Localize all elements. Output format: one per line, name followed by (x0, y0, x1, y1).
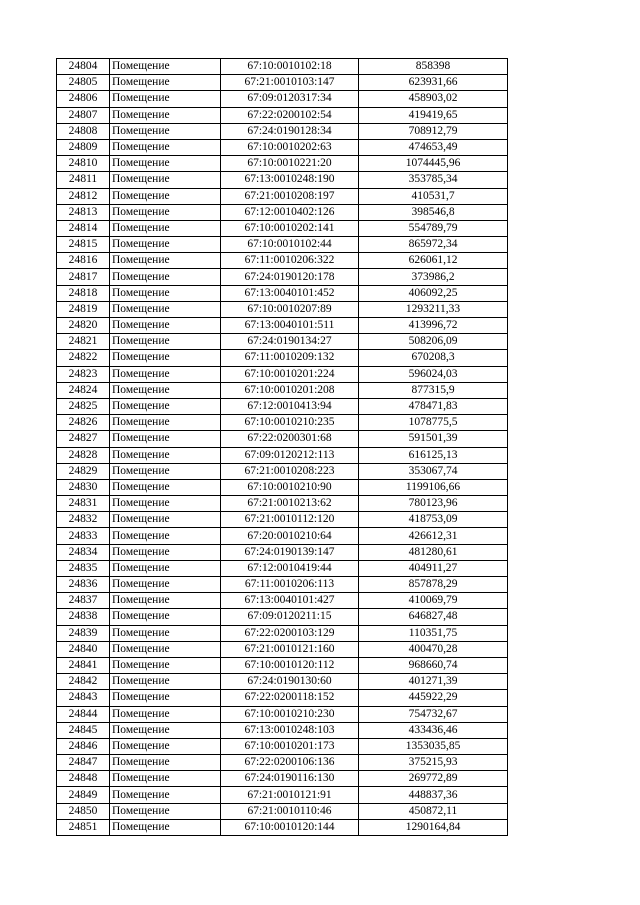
object-type-cell: Помещение (110, 787, 221, 803)
row-number-cell: 24808 (57, 123, 110, 139)
row-number-cell: 24847 (57, 755, 110, 771)
table-row (57, 577, 508, 593)
cadastral-number-cell: 67:13:0010248:103 (221, 722, 359, 738)
table-row (57, 641, 508, 657)
cadastral-value-cell: 1293211,33 (359, 301, 508, 317)
cadastral-number-cell: 67:09:0120211:15 (221, 609, 359, 625)
row-number-cell: 24813 (57, 204, 110, 220)
table-row (57, 674, 508, 690)
object-type-cell: Помещение (110, 479, 221, 495)
object-type-cell: Помещение (110, 285, 221, 301)
row-number-cell: 24839 (57, 625, 110, 641)
object-type-cell: Помещение (110, 188, 221, 204)
cadastral-value-cell: 554789,79 (359, 220, 508, 236)
table-row (57, 123, 508, 139)
object-type-cell: Помещение (110, 139, 221, 155)
table-row (57, 334, 508, 350)
table-body (57, 59, 508, 836)
table-row (57, 447, 508, 463)
table-row (57, 609, 508, 625)
cadastral-value-cell: 708912,79 (359, 123, 508, 139)
object-type-cell: Помещение (110, 512, 221, 528)
object-type-cell: Помещение (110, 803, 221, 819)
cadastral-number-cell: 67:24:0190116:130 (221, 771, 359, 787)
table-row (57, 463, 508, 479)
row-number-cell: 24835 (57, 560, 110, 576)
cadastral-value-cell: 410531,7 (359, 188, 508, 204)
object-type-cell: Помещение (110, 593, 221, 609)
row-number-cell: 24819 (57, 301, 110, 317)
cadastral-value-cell: 269772,89 (359, 771, 508, 787)
table-row (57, 544, 508, 560)
object-type-cell: Помещение (110, 447, 221, 463)
object-type-cell: Помещение (110, 398, 221, 414)
cadastral-number-cell: 67:11:0010209:132 (221, 350, 359, 366)
table-row (57, 690, 508, 706)
cadastral-number-cell: 67:22:0200102:54 (221, 107, 359, 123)
object-type-cell: Помещение (110, 544, 221, 560)
cadastral-number-cell: 67:11:0010206:113 (221, 577, 359, 593)
row-number-cell: 24822 (57, 350, 110, 366)
row-number-cell: 24846 (57, 738, 110, 754)
cadastral-value-cell: 426612,31 (359, 528, 508, 544)
cadastral-number-cell: 67:10:0010120:144 (221, 819, 359, 835)
table-row (57, 253, 508, 269)
cadastral-number-cell: 67:12:0010413:94 (221, 398, 359, 414)
cadastral-number-cell: 67:21:0010121:160 (221, 641, 359, 657)
table-row (57, 722, 508, 738)
object-type-cell: Помещение (110, 253, 221, 269)
cadastral-value-cell: 865972,34 (359, 237, 508, 253)
cadastral-number-cell: 67:10:0010210:230 (221, 706, 359, 722)
cadastral-number-cell: 67:24:0190134:27 (221, 334, 359, 350)
table-row (57, 107, 508, 123)
row-number-cell: 24815 (57, 237, 110, 253)
row-number-cell: 24811 (57, 172, 110, 188)
cadastral-value-cell: 968660,74 (359, 657, 508, 673)
table-row (57, 188, 508, 204)
table-row (57, 560, 508, 576)
row-number-cell: 24814 (57, 220, 110, 236)
cadastral-number-cell: 67:10:0010102:18 (221, 59, 359, 75)
row-number-cell: 24841 (57, 657, 110, 673)
table-row (57, 803, 508, 819)
cadastral-value-cell: 780123,96 (359, 496, 508, 512)
cadastral-value-cell: 591501,39 (359, 431, 508, 447)
cadastral-number-cell: 67:24:0190139:147 (221, 544, 359, 560)
object-type-cell: Помещение (110, 59, 221, 75)
row-number-cell: 24838 (57, 609, 110, 625)
object-type-cell: Помещение (110, 560, 221, 576)
cadastral-number-cell: 67:22:0200118:152 (221, 690, 359, 706)
table-row (57, 398, 508, 414)
cadastral-number-cell: 67:21:0010213:62 (221, 496, 359, 512)
object-type-cell: Помещение (110, 75, 221, 91)
row-number-cell: 24806 (57, 91, 110, 107)
cadastral-number-cell: 67:10:0010201:208 (221, 382, 359, 398)
object-type-cell: Помещение (110, 641, 221, 657)
cadastral-number-cell: 67:11:0010206:322 (221, 253, 359, 269)
object-type-cell: Помещение (110, 706, 221, 722)
cadastral-number-cell: 67:21:0010208:197 (221, 188, 359, 204)
object-type-cell: Помещение (110, 674, 221, 690)
cadastral-number-cell: 67:10:0010120:112 (221, 657, 359, 673)
table-row (57, 172, 508, 188)
table-row (57, 771, 508, 787)
cadastral-number-cell: 67:10:0010201:224 (221, 366, 359, 382)
cadastral-value-cell: 445922,29 (359, 690, 508, 706)
object-type-cell: Помещение (110, 415, 221, 431)
cadastral-value-cell: 857878,29 (359, 577, 508, 593)
row-number-cell: 24826 (57, 415, 110, 431)
cadastral-number-cell: 67:22:0200301:68 (221, 431, 359, 447)
cadastral-value-cell: 401271,39 (359, 674, 508, 690)
table-row (57, 366, 508, 382)
row-number-cell: 24836 (57, 577, 110, 593)
row-number-cell: 24843 (57, 690, 110, 706)
object-type-cell: Помещение (110, 657, 221, 673)
row-number-cell: 24837 (57, 593, 110, 609)
cadastral-value-cell: 481280,61 (359, 544, 508, 560)
table-row (57, 496, 508, 512)
row-number-cell: 24845 (57, 722, 110, 738)
table-row (57, 91, 508, 107)
table-row (57, 593, 508, 609)
cadastral-value-cell: 110351,75 (359, 625, 508, 641)
object-type-cell: Помещение (110, 220, 221, 236)
cadastral-value-cell: 418753,09 (359, 512, 508, 528)
cadastral-number-cell: 67:10:0010201:173 (221, 738, 359, 754)
table-row (57, 59, 508, 75)
cadastral-value-cell: 877315,9 (359, 382, 508, 398)
row-number-cell: 24833 (57, 528, 110, 544)
cadastral-value-cell: 406092,25 (359, 285, 508, 301)
cadastral-number-cell: 67:21:0010208:223 (221, 463, 359, 479)
table-row (57, 204, 508, 220)
row-number-cell: 24818 (57, 285, 110, 301)
table-row (57, 706, 508, 722)
cadastral-value-cell: 474653,49 (359, 139, 508, 155)
cadastral-number-cell: 67:24:0190128:34 (221, 123, 359, 139)
cadastral-value-table (56, 58, 508, 836)
row-number-cell: 24851 (57, 819, 110, 835)
object-type-cell: Помещение (110, 771, 221, 787)
table-row (57, 350, 508, 366)
row-number-cell: 24831 (57, 496, 110, 512)
cadastral-value-cell: 353067,74 (359, 463, 508, 479)
cadastral-value-cell: 410069,79 (359, 593, 508, 609)
row-number-cell: 24824 (57, 382, 110, 398)
cadastral-value-cell: 398546,8 (359, 204, 508, 220)
cadastral-value-cell: 616125,13 (359, 447, 508, 463)
cadastral-value-cell: 1074445,96 (359, 156, 508, 172)
cadastral-number-cell: 67:12:0010402:126 (221, 204, 359, 220)
cadastral-number-cell: 67:24:0190120:178 (221, 269, 359, 285)
row-number-cell: 24809 (57, 139, 110, 155)
object-type-cell: Помещение (110, 609, 221, 625)
row-number-cell: 24812 (57, 188, 110, 204)
row-number-cell: 24807 (57, 107, 110, 123)
row-number-cell: 24821 (57, 334, 110, 350)
object-type-cell: Помещение (110, 528, 221, 544)
row-number-cell: 24804 (57, 59, 110, 75)
object-type-cell: Помещение (110, 366, 221, 382)
table-row (57, 285, 508, 301)
table-row (57, 415, 508, 431)
cadastral-value-cell: 375215,93 (359, 755, 508, 771)
row-number-cell: 24825 (57, 398, 110, 414)
cadastral-value-cell: 400470,28 (359, 641, 508, 657)
cadastral-number-cell: 67:10:0010207:89 (221, 301, 359, 317)
cadastral-value-cell: 858398 (359, 59, 508, 75)
row-number-cell: 24820 (57, 318, 110, 334)
object-type-cell: Помещение (110, 269, 221, 285)
object-type-cell: Помещение (110, 431, 221, 447)
cadastral-value-cell: 626061,12 (359, 253, 508, 269)
row-number-cell: 24816 (57, 253, 110, 269)
cadastral-number-cell: 67:10:0010102:44 (221, 237, 359, 253)
object-type-cell: Помещение (110, 496, 221, 512)
cadastral-number-cell: 67:10:0010210:235 (221, 415, 359, 431)
cadastral-value-cell: 1078775,5 (359, 415, 508, 431)
row-number-cell: 24844 (57, 706, 110, 722)
row-number-cell: 24850 (57, 803, 110, 819)
row-number-cell: 24810 (57, 156, 110, 172)
row-number-cell: 24829 (57, 463, 110, 479)
row-number-cell: 24840 (57, 641, 110, 657)
object-type-cell: Помещение (110, 350, 221, 366)
cadastral-number-cell: 67:13:0010248:190 (221, 172, 359, 188)
cadastral-number-cell: 67:10:0010210:90 (221, 479, 359, 495)
cadastral-value-cell: 623931,66 (359, 75, 508, 91)
cadastral-value-cell: 478471,83 (359, 398, 508, 414)
table-row (57, 301, 508, 317)
object-type-cell: Помещение (110, 204, 221, 220)
table-row (57, 625, 508, 641)
table-row (57, 787, 508, 803)
cadastral-number-cell: 67:20:0010210:64 (221, 528, 359, 544)
table-row (57, 220, 508, 236)
table-row (57, 237, 508, 253)
cadastral-number-cell: 67:13:0040101:427 (221, 593, 359, 609)
object-type-cell: Помещение (110, 690, 221, 706)
cadastral-number-cell: 67:12:0010419:44 (221, 560, 359, 576)
table-row (57, 269, 508, 285)
cadastral-number-cell: 67:13:0040101:511 (221, 318, 359, 334)
cadastral-value-cell: 1290164,84 (359, 819, 508, 835)
table-row (57, 139, 508, 155)
row-number-cell: 24828 (57, 447, 110, 463)
object-type-cell: Помещение (110, 172, 221, 188)
row-number-cell: 24834 (57, 544, 110, 560)
cadastral-value-cell: 373986,2 (359, 269, 508, 285)
object-type-cell: Помещение (110, 738, 221, 754)
table-row (57, 431, 508, 447)
row-number-cell: 24849 (57, 787, 110, 803)
table-row (57, 738, 508, 754)
cadastral-value-cell: 404911,27 (359, 560, 508, 576)
object-type-cell: Помещение (110, 463, 221, 479)
cadastral-value-cell: 1199106,66 (359, 479, 508, 495)
row-number-cell: 24830 (57, 479, 110, 495)
cadastral-value-cell: 353785,34 (359, 172, 508, 188)
table-row (57, 75, 508, 91)
table-row (57, 479, 508, 495)
cadastral-value-cell: 754732,67 (359, 706, 508, 722)
object-type-cell: Помещение (110, 382, 221, 398)
cadastral-number-cell: 67:21:0010103:147 (221, 75, 359, 91)
table-row (57, 528, 508, 544)
row-number-cell: 24805 (57, 75, 110, 91)
object-type-cell: Помещение (110, 91, 221, 107)
table-row (57, 512, 508, 528)
object-type-cell: Помещение (110, 334, 221, 350)
cadastral-value-cell: 413996,72 (359, 318, 508, 334)
table-row (57, 156, 508, 172)
cadastral-number-cell: 67:13:0040101:452 (221, 285, 359, 301)
object-type-cell: Помещение (110, 318, 221, 334)
cadastral-value-cell: 458903,02 (359, 91, 508, 107)
object-type-cell: Помещение (110, 301, 221, 317)
object-type-cell: Помещение (110, 237, 221, 253)
object-type-cell: Помещение (110, 722, 221, 738)
object-type-cell: Помещение (110, 107, 221, 123)
object-type-cell: Помещение (110, 755, 221, 771)
cadastral-value-cell: 508206,09 (359, 334, 508, 350)
cadastral-value-cell: 448837,36 (359, 787, 508, 803)
object-type-cell: Помещение (110, 625, 221, 641)
object-type-cell: Помещение (110, 577, 221, 593)
object-type-cell: Помещение (110, 123, 221, 139)
cadastral-number-cell: 67:09:0120317:34 (221, 91, 359, 107)
table-row (57, 382, 508, 398)
cadastral-number-cell: 67:10:0010202:141 (221, 220, 359, 236)
cadastral-value-cell: 419419,65 (359, 107, 508, 123)
row-number-cell: 24842 (57, 674, 110, 690)
cadastral-number-cell: 67:22:0200106:136 (221, 755, 359, 771)
cadastral-number-cell: 67:24:0190130:60 (221, 674, 359, 690)
cadastral-number-cell: 67:21:0010121:91 (221, 787, 359, 803)
cadastral-value-cell: 450872,11 (359, 803, 508, 819)
cadastral-number-cell: 67:10:0010202:63 (221, 139, 359, 155)
table-row (57, 318, 508, 334)
cadastral-value-cell: 596024,03 (359, 366, 508, 382)
table-row (57, 657, 508, 673)
row-number-cell: 24817 (57, 269, 110, 285)
cadastral-number-cell: 67:09:0120212:113 (221, 447, 359, 463)
row-number-cell: 24823 (57, 366, 110, 382)
cadastral-value-cell: 646827,48 (359, 609, 508, 625)
table-row (57, 755, 508, 771)
table-row (57, 819, 508, 835)
cadastral-number-cell: 67:10:0010221:20 (221, 156, 359, 172)
cadastral-number-cell: 67:21:0010112:120 (221, 512, 359, 528)
row-number-cell: 24827 (57, 431, 110, 447)
cadastral-number-cell: 67:22:0200103:129 (221, 625, 359, 641)
row-number-cell: 24848 (57, 771, 110, 787)
row-number-cell: 24832 (57, 512, 110, 528)
cadastral-value-cell: 433436,46 (359, 722, 508, 738)
cadastral-number-cell: 67:21:0010110:46 (221, 803, 359, 819)
object-type-cell: Помещение (110, 156, 221, 172)
cadastral-value-cell: 670208,3 (359, 350, 508, 366)
cadastral-value-cell: 1353035,85 (359, 738, 508, 754)
object-type-cell: Помещение (110, 819, 221, 835)
